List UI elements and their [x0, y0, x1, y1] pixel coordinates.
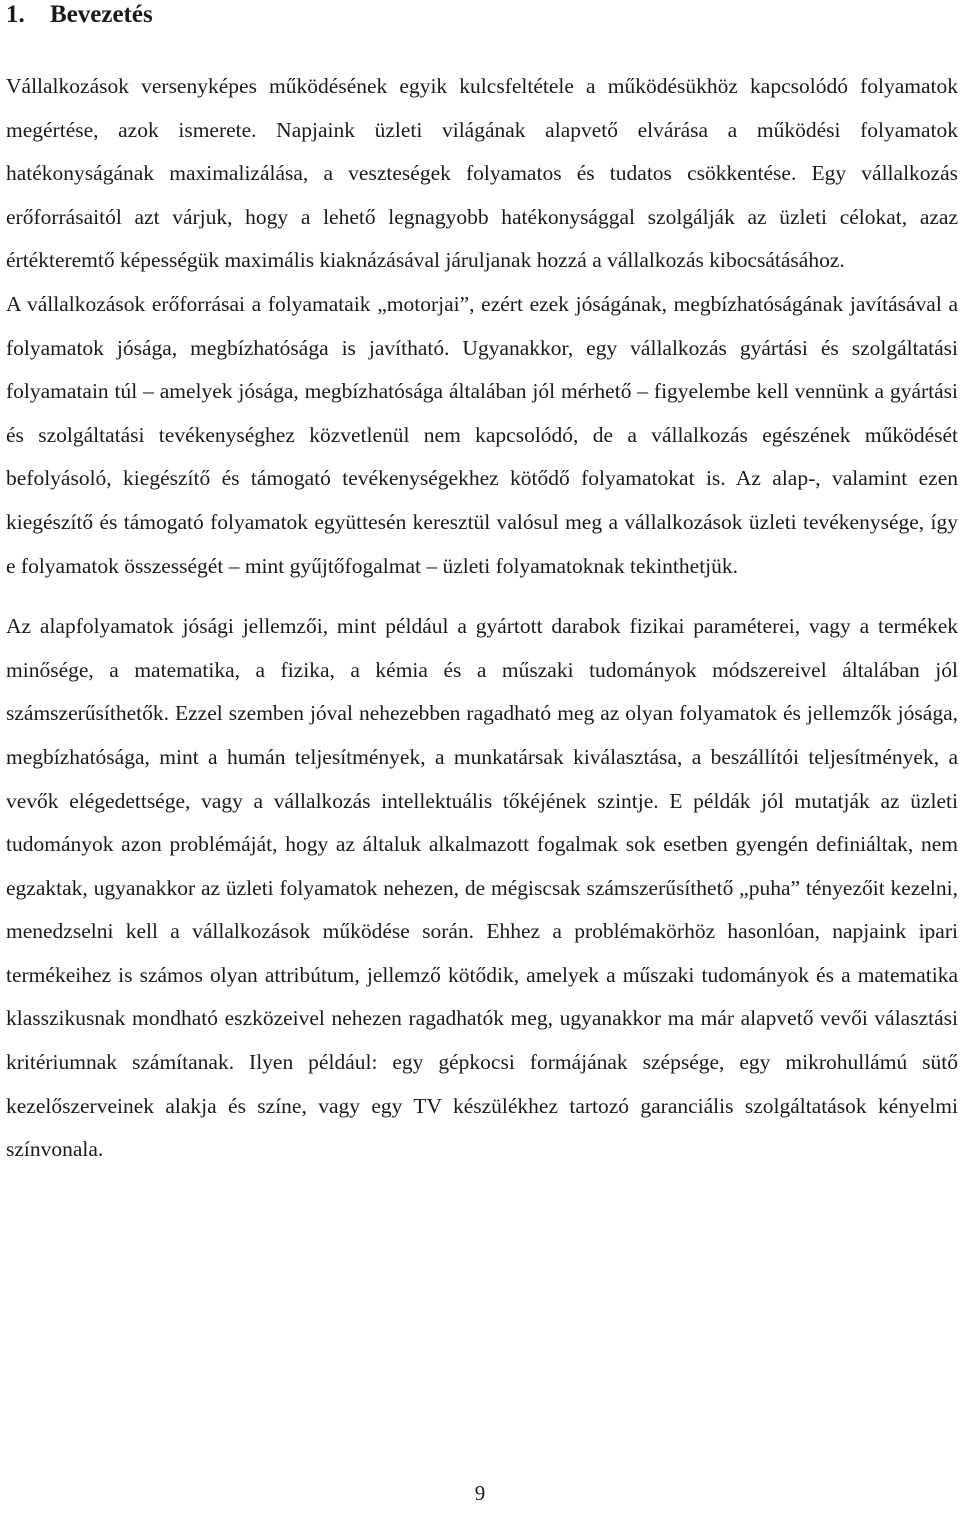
paragraph-1: Vállalkozások versenyképes működésének egyik kulcsfeltétele a működésükhöz kapcsolódó folyamatok megértése, azok ismerete. Napjaink üzleti világának alapvető elvárása a működési folyamatok hatékonyságának maximalizálása, a veszteségek folyamatos és tudatos csökkentése. Egy vállalkozás erőforrásaitól azt várjuk, hogy a lehető legnagyobb hatékonysággal szolgálják az üzleti célokat, azaz értékteremtő képességük maximális kiaknázásával járuljanak hozzá a vállalkozás kibocsátásához. — [6, 74, 958, 273]
section-title: Bevezetés — [50, 1, 153, 28]
body-text — [6, 65, 958, 1172]
page-number: 9 — [474, 1481, 486, 1505]
paragraph-2: A vállalkozások erőforrásai a folyamataik „motorjai”, ezért ezek jóságának, megbízhatóságának javításával a folyamatok jósága, megbízhatósága is javítható. Ugyanakkor, egy vállalkozás gyártási és szolgáltatási folyamatain túl – amelyek jósága, megbízhatósága általában jól mérhető – figyelembe kell vennünk a gyártási és szolgáltatási tevékenységhez közvetlenül nem kapcsolódó, de a vállalkozás egészének működését befolyásoló, kiegészítő és támogató tevékenységekhez kötődő folyamatokat is. Az alap-, valamint ezen kiegészítő és támogató folyamatok együttesén keresztül valósul meg a vállalkozások üzleti tevékenysége, így e folyamatok összességét – mint gyűjtőfogalmat – üzleti folyamatoknak tekinthetjük. — [6, 291, 958, 578]
section-number: 1. — [6, 1, 25, 28]
section-heading — [6, 0, 153, 30]
paragraph-3: Az alapfolyamatok jósági jellemzői, mint például a gyártott darabok fizikai paraméterei, vagy a termékek minősége, a matematika, a fizika, a kémia és a műszaki tudományok módszereivel általában jól számszerűsíthetők. Ezzel szemben jóval nehezebben ragadható meg az olyan folyamatok és jellemzők jósága, megbízhatósága, mint a humán teljesítmények, a munkatársak kiválasztása, a beszállítói teljesítmények, a vevők elégedettsége, vagy a vállalkozás intellektuális tőkéjének szintje. E példák jól mutatják az üzleti tudományok azon problémáját, hogy az általuk alkalmazott fogalmak sok esetben gyengén definiáltak, nem egzaktak, ugyanakkor az üzleti folyamatok nehezen, de mégiscsak számszerűsíthető „puha” tényezőit kezelni, menedzselni kell a vállalkozások működése során. Ehhez a problémakörhöz hasonlóan, napjaink ipari termékeihez is számos olyan attribútum, jellemző kötődik, amelyek a műszaki tudományok és a matematika klasszikusnak mondható eszközeivel nehezen ragadhatók meg, ugyanakkor ma már alapvető vevői választási kritériumnak számítanak. Ilyen például: egy gépkocsi formájának szépsége, egy mikrohullámú sütő kezelőszerveinek alakja és színe, vagy egy TV készülékhez tartozó garanciális szolgáltatások kényelmi színvonala. — [6, 614, 958, 1162]
